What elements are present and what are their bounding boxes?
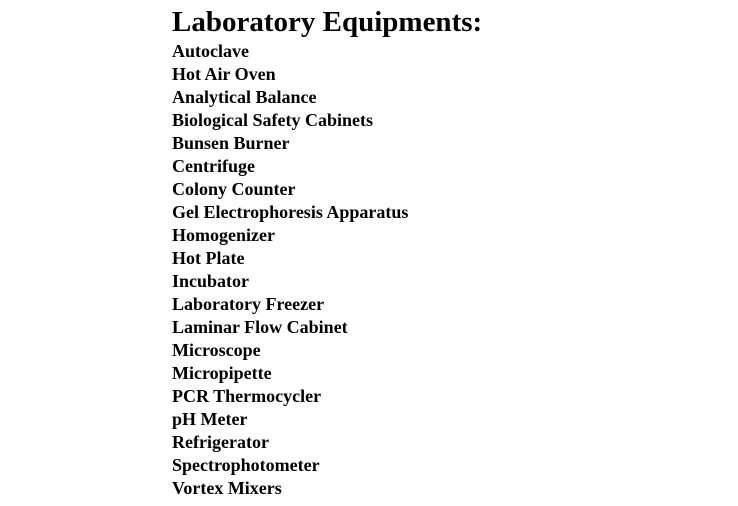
list-item: Colony Counter [172, 179, 296, 199]
list-item: Autoclave [172, 41, 249, 61]
list-item: Gel Electrophoresis Apparatus [172, 202, 409, 222]
list-item: Homogenizer [172, 225, 275, 245]
page-title: Laboratory Equipments: [172, 6, 483, 38]
list-item: Vortex Mixers [172, 478, 282, 498]
document [172, 4, 482, 500]
list-item: Incubator [172, 271, 250, 291]
list-item: Biological Safety Cabinets [172, 110, 373, 130]
list-item: Centrifuge [172, 156, 255, 176]
list-item: pH Meter [172, 409, 248, 429]
list-item: Bunsen Burner [172, 133, 290, 153]
list-item: Micropipette [172, 363, 272, 383]
list-item: Laboratory Freezer [172, 294, 325, 314]
list-item: Hot Air Oven [172, 64, 276, 84]
list-item: Spectrophotometer [172, 455, 320, 475]
list-item: Laminar Flow Cabinet [172, 317, 348, 337]
list-item: Hot Plate [172, 248, 245, 268]
list-item: PCR Thermocycler [172, 386, 322, 406]
list-item: Analytical Balance [172, 87, 317, 107]
equipment-list [172, 40, 482, 500]
list-item: Refrigerator [172, 432, 269, 452]
list-item: Microscope [172, 340, 261, 360]
